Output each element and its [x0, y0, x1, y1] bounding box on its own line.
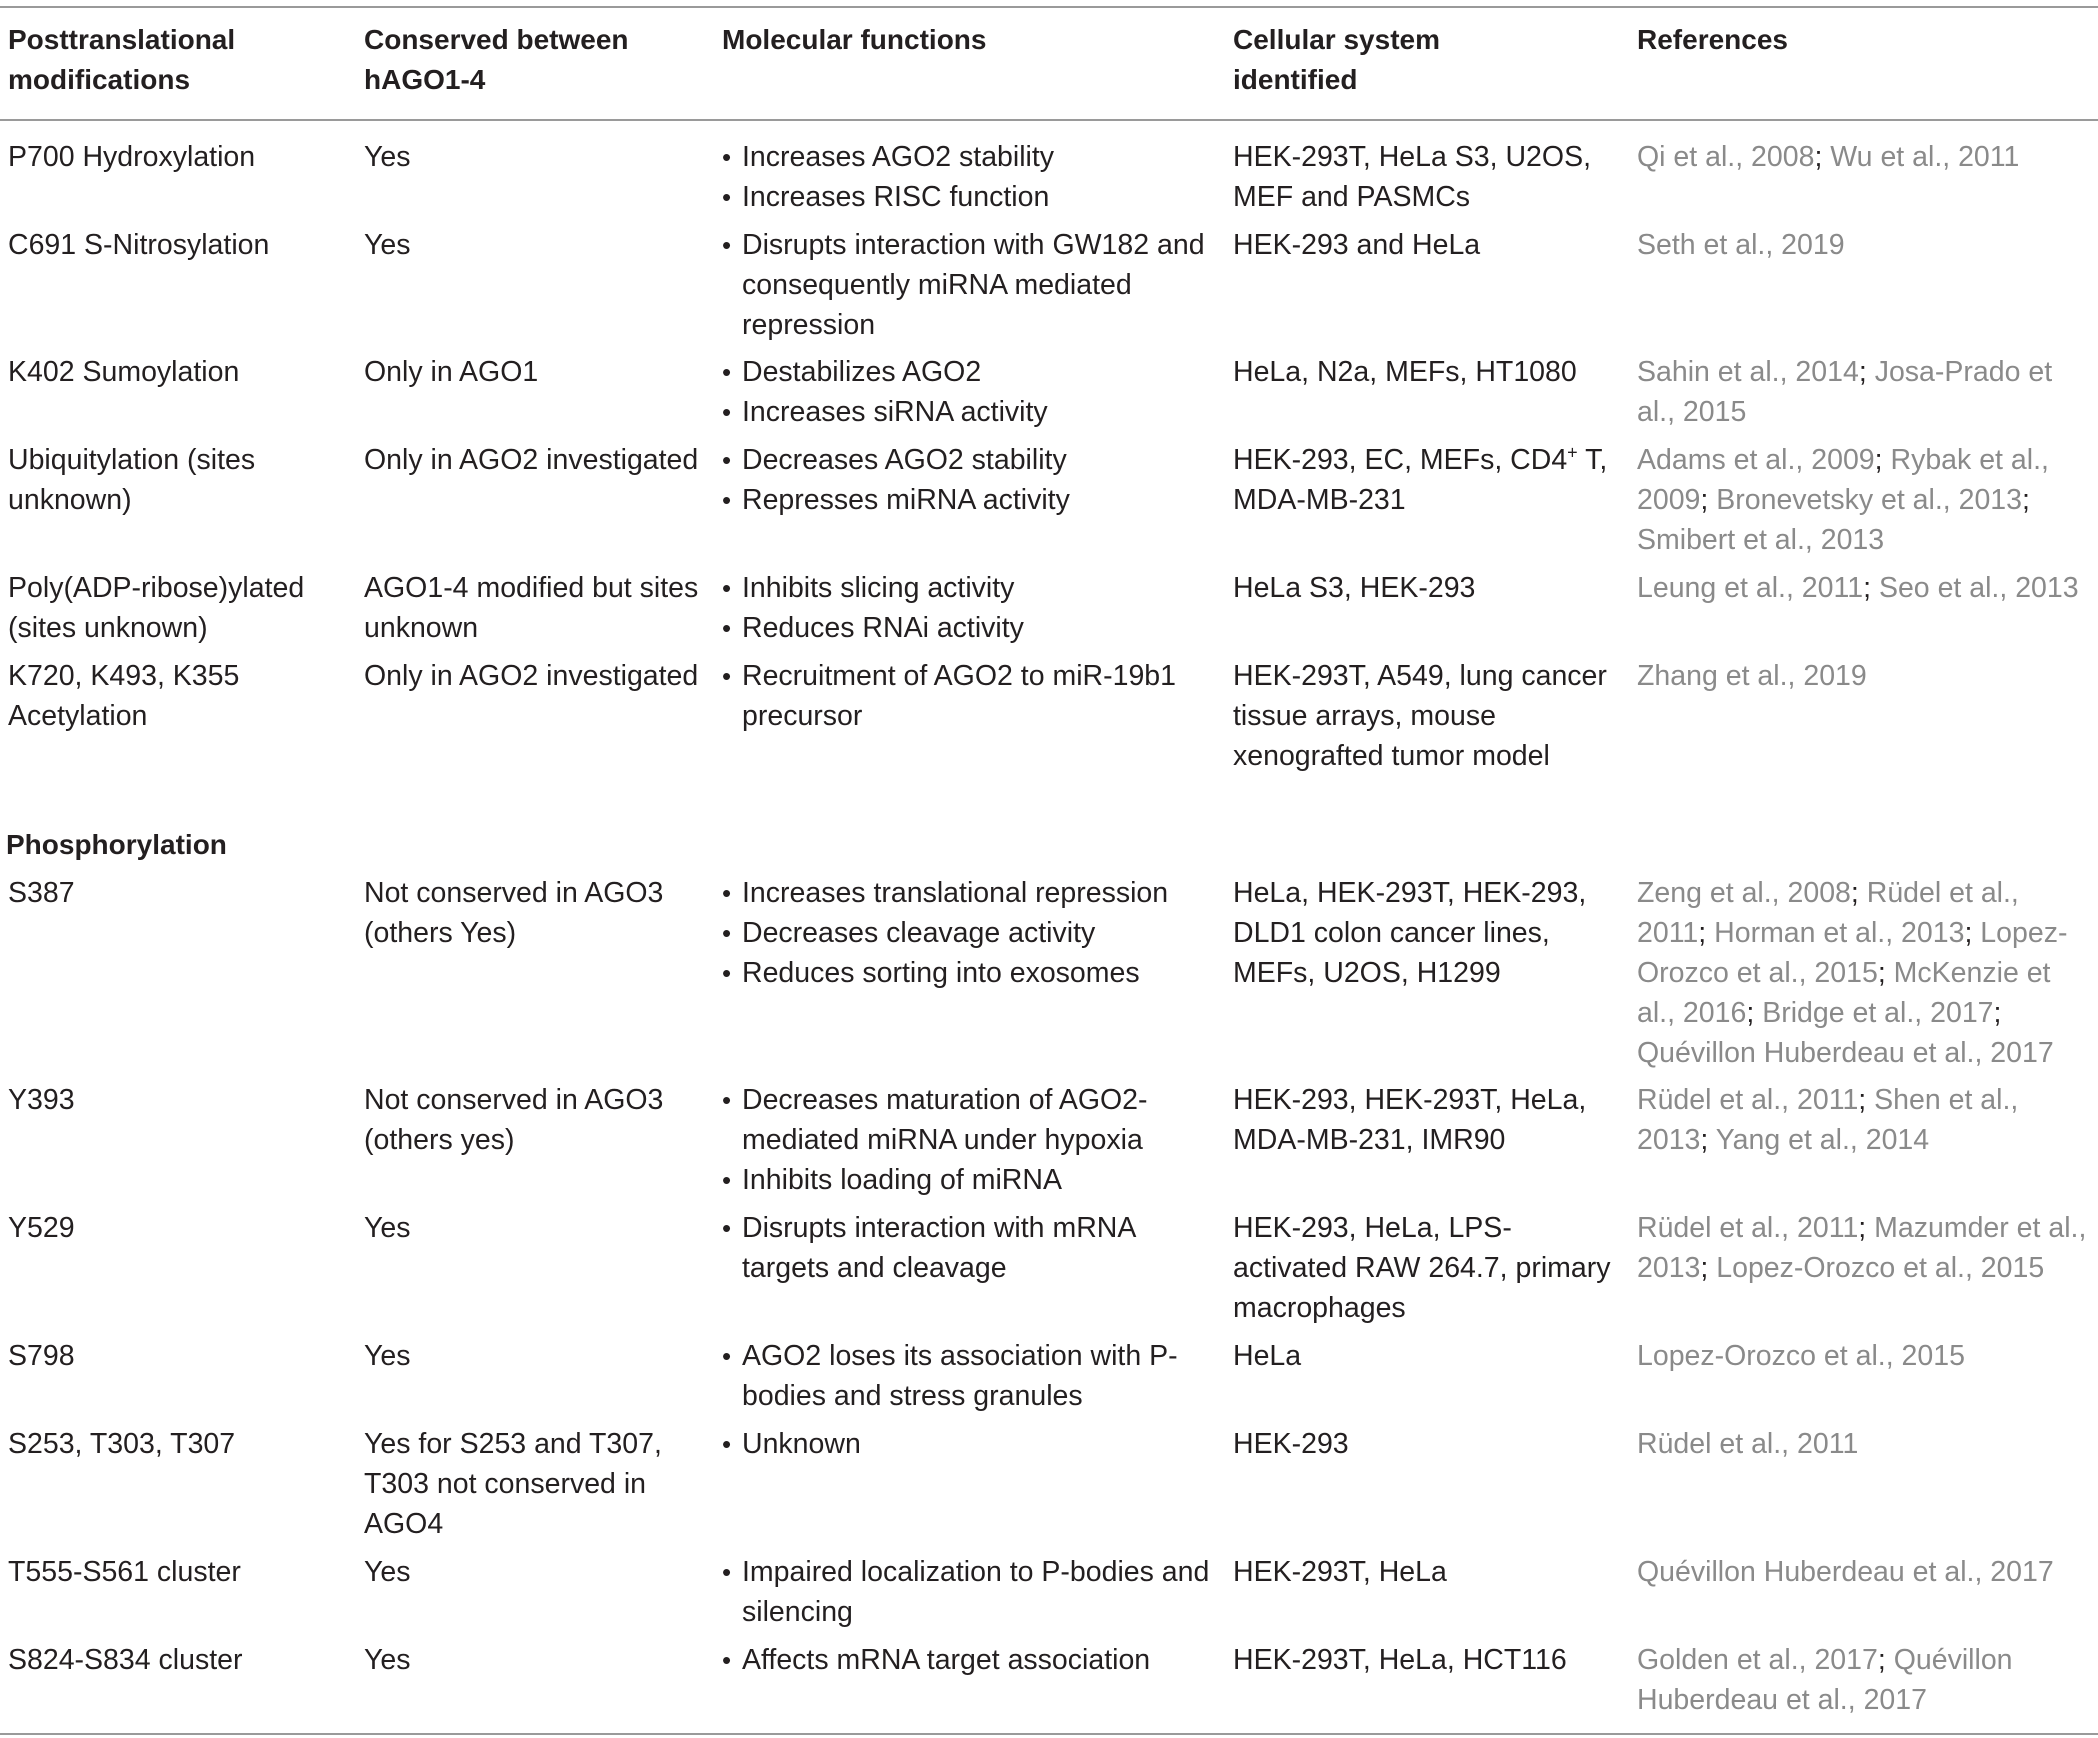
ptm-cell: S253, T303, T307: [8, 1428, 236, 1460]
function-item: • Destabilizes AGO2: [722, 352, 1222, 392]
functions-list: [722, 137, 1222, 217]
reference-separator: ;: [1700, 1252, 1717, 1284]
reference-separator: ;: [1858, 356, 1875, 388]
reference-link[interactable]: Lopez-Orozco et al., 2015: [1637, 917, 2068, 989]
functions-list: [722, 1424, 1222, 1464]
references-cell: [1637, 225, 2092, 265]
functions-cell: [722, 1080, 1222, 1200]
reference-link[interactable]: Rüdel et al., 2011: [1637, 1428, 1859, 1460]
function-item: • Reduces sorting into exosomes: [722, 953, 1222, 993]
reference-link[interactable]: Seo et al., 2013: [1878, 572, 2079, 604]
reference-separator: ;: [1858, 1212, 1875, 1244]
function-item: • Inhibits slicing activity: [722, 568, 1222, 608]
reference-separator: ;: [1814, 141, 1831, 173]
ptm-cell: S387: [8, 877, 75, 909]
functions-cell: [722, 352, 1222, 432]
ptm-cell: K720, K493, K355 Acetylation: [8, 660, 240, 732]
reference-separator: ;: [1700, 484, 1717, 516]
ptm-cell: Poly(ADP-ribose)ylated (sites unknown): [8, 572, 305, 644]
reference-link[interactable]: Golden et al., 2017: [1637, 1644, 1878, 1676]
table-header-rule: [0, 119, 2098, 121]
functions-cell: [722, 137, 1222, 217]
reference-link[interactable]: Quévillon Huberdeau et al., 2017: [1637, 1037, 2054, 1069]
references-cell: [1637, 1424, 2092, 1464]
reference-link[interactable]: Sahin et al., 2014: [1637, 356, 1859, 388]
reference-link[interactable]: Quévillon Huberdeau et al., 2017: [1637, 1644, 2013, 1716]
reference-link[interactable]: Zhang et al., 2019: [1637, 660, 1867, 692]
references-cell: [1637, 873, 2092, 1073]
functions-cell: [722, 1552, 1222, 1632]
cellular-system-cell: HeLa S3, HEK-293: [1233, 572, 1476, 604]
functions-cell: [722, 568, 1222, 648]
reference-link[interactable]: Bronevetsky et al., 2013: [1716, 484, 2023, 516]
functions-list: [722, 352, 1222, 432]
reference-link[interactable]: Adams et al., 2009: [1637, 444, 1875, 476]
functions-cell: [722, 873, 1222, 993]
conserved-cell: Only in AGO2 investigated: [364, 660, 699, 692]
function-item: • Inhibits loading of miRNA: [722, 1160, 1222, 1200]
reference-separator: ;: [1700, 1124, 1716, 1156]
ptm-cell: S798: [8, 1340, 75, 1372]
conserved-cell: Yes: [364, 1212, 411, 1244]
reference-link[interactable]: Leung et al., 2011: [1637, 572, 1864, 604]
cellular-system-cell: HeLa, HEK-293T, HEK-293, DLD1 colon cancer lines, MEFs, U2OS, H1299: [1233, 877, 1587, 989]
reference-link[interactable]: Wu et al., 2011: [1830, 141, 2020, 173]
reference-link[interactable]: Yang et al., 2014: [1715, 1124, 1930, 1156]
functions-list: [722, 873, 1222, 993]
conserved-cell: Not conserved in AGO3 (others Yes): [364, 877, 664, 949]
system-text-pre: HEK-293, EC, MEFs, CD4: [1233, 444, 1568, 476]
function-item: • Disrupts interaction with mRNA targets and cleavage: [722, 1208, 1222, 1288]
header-references: References: [1637, 24, 1788, 55]
functions-list: [722, 440, 1222, 520]
references-cell: [1637, 568, 2092, 608]
functions-cell: [722, 1208, 1222, 1288]
header-conserved: Conserved between hAGO1-4: [364, 24, 629, 95]
cellular-system-cell: HEK-293T, A549, lung cancer tissue arrays, mouse xenografted tumor model: [1233, 660, 1607, 772]
functions-cell: [722, 1424, 1222, 1464]
conserved-cell: Yes: [364, 1644, 411, 1676]
conserved-cell: Only in AGO1: [364, 356, 539, 388]
functions-list: [722, 1640, 1222, 1680]
conserved-cell: Yes for S253 and T307, T303 not conserved in AGO4: [364, 1428, 662, 1540]
ptm-cell: K402 Sumoylation: [8, 356, 240, 388]
reference-separator: ;: [1874, 444, 1891, 476]
reference-separator: ;: [1877, 1644, 1894, 1676]
references-cell: [1637, 1336, 2092, 1376]
system-superscript: +: [1567, 442, 1578, 463]
cellular-system-cell: [1233, 440, 1613, 520]
functions-cell: [722, 225, 1222, 345]
cellular-system-cell: HeLa, N2a, MEFs, HT1080: [1233, 356, 1577, 388]
conserved-cell: Yes: [364, 229, 411, 261]
function-item: • Disrupts interaction with GW182 and consequently miRNA mediated repression: [722, 225, 1222, 345]
cellular-system-cell: HEK-293T, HeLa, HCT116: [1233, 1644, 1567, 1676]
cellular-system-cell: HeLa: [1233, 1340, 1302, 1372]
reference-link[interactable]: Lopez-Orozco et al., 2015: [1716, 1252, 2045, 1284]
reference-link[interactable]: Rüdel et al., 2011: [1637, 877, 2019, 949]
function-item: • Decreases maturation of AGO2-mediated miRNA under hypoxia: [722, 1080, 1222, 1160]
header-molecular-functions: Molecular functions: [722, 24, 987, 55]
reference-link[interactable]: Seth et al., 2019: [1637, 229, 1845, 261]
functions-list: [722, 1552, 1222, 1632]
table-bottom-rule: [0, 1733, 2098, 1735]
function-item: • Decreases cleavage activity: [722, 913, 1222, 953]
cellular-system-cell: HEK-293, HeLa, LPS-activated RAW 264.7, primary macrophages: [1233, 1212, 1611, 1324]
function-item: • Increases translational repression: [722, 873, 1222, 913]
functions-list: [722, 225, 1222, 345]
reference-link[interactable]: Mazumder et al., 2013: [1637, 1212, 2087, 1284]
functions-cell: [722, 656, 1222, 736]
function-item: • Decreases AGO2 stability: [722, 440, 1222, 480]
function-item: • Represses miRNA activity: [722, 480, 1222, 520]
functions-list: [722, 568, 1222, 648]
references-cell: [1637, 656, 2092, 696]
references-cell: [1637, 1552, 2092, 1592]
ptm-cell: C691 S-Nitrosylation: [8, 229, 270, 261]
functions-cell: [722, 440, 1222, 520]
function-item: • Increases AGO2 stability: [722, 137, 1222, 177]
section-phosphorylation: Phosphorylation: [6, 829, 227, 860]
header-cellular-system: Cellular system identified: [1233, 24, 1440, 95]
header-posttranslational-modifications: Posttranslational modifications: [8, 24, 236, 95]
reference-link[interactable]: Rüdel et al., 2011: [1637, 1084, 1859, 1116]
reference-link[interactable]: Smibert et al., 2013: [1637, 524, 1885, 556]
reference-link[interactable]: Qi et al., 2008: [1637, 141, 1815, 173]
references-cell: [1637, 1080, 2092, 1160]
conserved-cell: Yes: [364, 1556, 411, 1588]
reference-separator: ;: [1993, 997, 2002, 1029]
table-top-rule: [0, 6, 2098, 8]
reference-link[interactable]: Lopez-Orozco et al., 2015: [1637, 1340, 1965, 1372]
reference-separator: ;: [1877, 957, 1894, 989]
reference-separator: ;: [2022, 484, 2030, 516]
conserved-cell: Not conserved in AGO3 (others yes): [364, 1084, 664, 1156]
reference-link[interactable]: Josa-Prado et al., 2015: [1637, 356, 2053, 428]
references-cell: [1637, 440, 2092, 560]
reference-link[interactable]: Rüdel et al., 2011: [1637, 1212, 1859, 1244]
conserved-cell: AGO1-4 modified but sites unknown: [364, 572, 699, 644]
ptm-cell: Y393: [8, 1084, 75, 1116]
reference-link[interactable]: Quévillon Huberdeau et al., 2017: [1637, 1556, 2054, 1588]
function-item: • Affects mRNA target association: [722, 1640, 1222, 1680]
cellular-system-cell: HEK-293T, HeLa: [1233, 1556, 1447, 1588]
functions-cell: [722, 1640, 1222, 1680]
functions-cell: [722, 1336, 1222, 1416]
cellular-system-cell: HEK-293 and HeLa: [1233, 229, 1481, 261]
cellular-system-cell: HEK-293: [1233, 1428, 1349, 1460]
reference-separator: ;: [1746, 997, 1763, 1029]
reference-separator: ;: [1850, 877, 1867, 909]
references-cell: [1637, 1208, 2092, 1288]
cellular-system-cell: HEK-293, HEK-293T, HeLa, MDA-MB-231, IMR90: [1233, 1084, 1587, 1156]
reference-link[interactable]: McKenzie et al., 2016: [1637, 957, 2051, 1029]
conserved-cell: Only in AGO2 investigated: [364, 444, 699, 476]
function-item: • Reduces RNAi activity: [722, 608, 1222, 648]
functions-list: [722, 1080, 1222, 1200]
functions-list: [722, 656, 1222, 736]
function-item: • Increases siRNA activity: [722, 392, 1222, 432]
reference-separator: ;: [1863, 572, 1879, 604]
function-item: • Increases RISC function: [722, 177, 1222, 217]
ptm-cell: P700 Hydroxylation: [8, 141, 256, 173]
reference-link[interactable]: Rybak et al., 2009: [1637, 444, 2049, 516]
functions-list: [722, 1336, 1222, 1416]
conserved-cell: Yes: [364, 141, 411, 173]
reference-link[interactable]: Shen et al., 2013: [1637, 1084, 2019, 1156]
function-item: • AGO2 loses its association with P-bodies and stress granules: [722, 1336, 1222, 1416]
function-item: • Recruitment of AGO2 to miR-19b1 precursor: [722, 656, 1222, 736]
ptm-cell: Y529: [8, 1212, 75, 1244]
reference-separator: ;: [1698, 917, 1715, 949]
reference-link[interactable]: Bridge et al., 2017: [1762, 997, 1994, 1029]
reference-link[interactable]: Zeng et al., 2008: [1637, 877, 1851, 909]
references-cell: [1637, 352, 2092, 432]
reference-separator: ;: [1964, 917, 1981, 949]
ptm-cell: T555-S561 cluster: [8, 1556, 241, 1588]
ptm-cell: Ubiquitylation (sites unknown): [8, 444, 256, 516]
function-item: • Impaired localization to P-bodies and silencing: [722, 1552, 1222, 1632]
reference-separator: ;: [1858, 1084, 1875, 1116]
ptm-cell: S824-S834 cluster: [8, 1644, 243, 1676]
function-item: • Unknown: [722, 1424, 1222, 1464]
cellular-system-cell: HEK-293T, HeLa S3, U2OS, MEF and PASMCs: [1233, 141, 1592, 213]
system-text-post: T, MDA-MB-231: [1233, 444, 1608, 516]
reference-link[interactable]: Horman et al., 2013: [1714, 917, 1965, 949]
conserved-cell: Yes: [364, 1340, 411, 1372]
functions-list: [722, 1208, 1222, 1288]
references-cell: [1637, 1640, 2092, 1720]
references-cell: [1637, 137, 2092, 177]
